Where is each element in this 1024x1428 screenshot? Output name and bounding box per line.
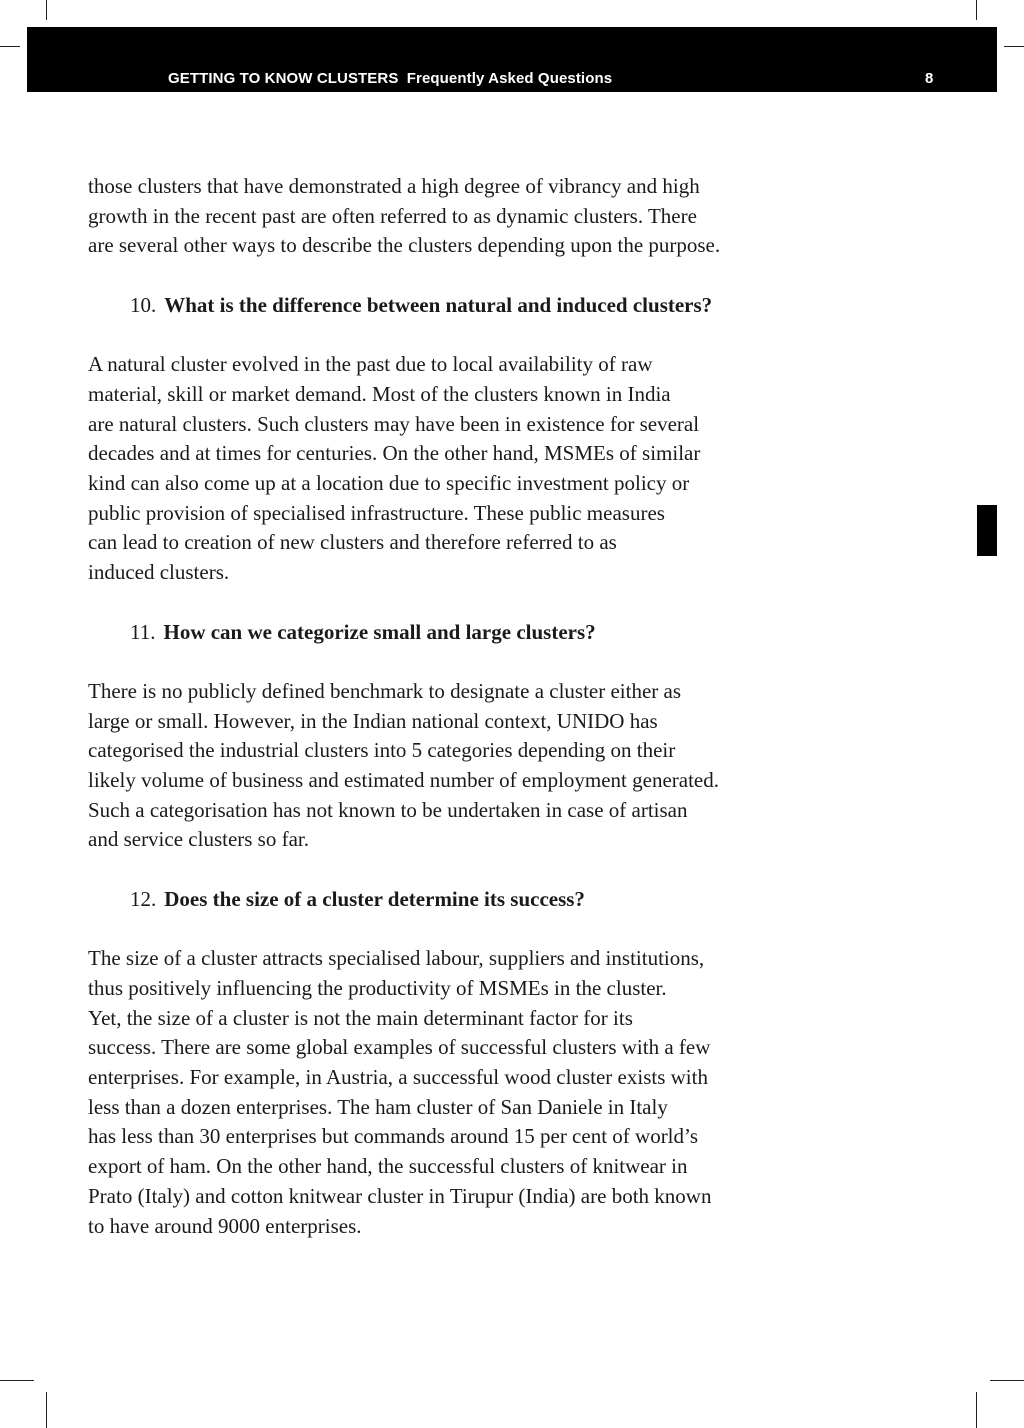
text-line: those clusters that have demonstrated a high degree of vibrancy and high	[88, 174, 700, 198]
question-text: What is the difference between natural and induced clusters?	[164, 292, 713, 317]
text-line: kind can also come up at a location due to specific investment policy or	[88, 471, 690, 495]
text-line: There is no publicly defined benchmark to designate a cluster either as	[88, 678, 682, 703]
text-line: decades and at times for centuries. On the other hand, MSMEs of similar	[88, 441, 701, 466]
question-number: 12.	[130, 886, 157, 911]
text-line: can lead to creation of new clusters and therefore referred to as	[88, 530, 617, 555]
text-line: likely volume of business and estimated number of employment generated.	[88, 768, 720, 792]
text-line: and service clusters so far.	[88, 827, 310, 852]
question-heading	[88, 885, 818, 915]
text-line: A natural cluster evolved in the past due to local availability of raw	[88, 352, 653, 377]
text-line: enterprises. For example, in Austria, a successful wood cluster exists with	[88, 1065, 708, 1089]
text-line: categorised the industrial clusters into 5 categories depending on their	[88, 738, 676, 763]
thumb-tab-marker	[977, 505, 997, 556]
intro-paragraph	[88, 172, 818, 261]
text-line: public provision of specialised infrastructure. These public measures	[88, 500, 665, 525]
running-header	[168, 70, 612, 87]
text-line: growth in the recent past are often referred to as dynamic clusters. There	[88, 203, 697, 228]
question-heading	[88, 291, 818, 321]
text-line: are several other ways to describe the clusters depending upon the purpose.	[88, 233, 721, 258]
text-line: Prato (Italy) and cotton knitwear cluster in Tirupur (India) are both known	[88, 1183, 712, 1208]
header-subtitle: Frequently Asked Questions	[406, 70, 613, 87]
text-line: The size of a cluster attracts specialised labour, suppliers and institutions,	[88, 946, 705, 971]
page-number: 8	[925, 70, 934, 87]
text-line: has less than 30 enterprises but commands around 15 per cent of world’s	[88, 1124, 699, 1149]
crop-mark-bottom-right-vertical	[976, 1392, 977, 1428]
text-line: large or small. However, in the Indian national context, UNIDO has	[88, 708, 658, 733]
text-line: thus positively influencing the productivity of MSMEs in the cluster.	[88, 975, 667, 1000]
question-number: 10.	[130, 292, 157, 317]
text-line: induced clusters.	[88, 560, 230, 585]
question-number: 11.	[130, 619, 156, 644]
question-heading	[88, 618, 818, 648]
text-line: are natural clusters. Such clusters may have been in existence for several	[88, 411, 700, 436]
page-body	[88, 172, 818, 1241]
text-line: export of ham. On the other hand, the successful clusters of knitwear in	[88, 1154, 688, 1179]
answer-paragraph	[88, 350, 818, 588]
text-line: Yet, the size of a cluster is not the main determinant factor for its	[88, 1005, 633, 1030]
crop-mark-bottom-left-vertical	[46, 1392, 47, 1428]
question-text: How can we categorize small and large clusters?	[163, 619, 596, 644]
crop-mark-top-right-horizontal	[1004, 46, 1024, 47]
question-text: Does the size of a cluster determine its success?	[164, 886, 585, 911]
crop-mark-top-right-vertical	[976, 0, 977, 20]
text-line: success. There are some global examples of successful clusters with a few	[88, 1035, 711, 1060]
answer-paragraph	[88, 677, 818, 855]
header-title: GETTING TO KNOW CLUSTERS	[168, 70, 399, 87]
text-line: less than a dozen enterprises. The ham cluster of San Daniele in Italy	[88, 1094, 668, 1119]
answer-paragraph	[88, 944, 818, 1241]
crop-mark-bottom-right-horizontal	[990, 1380, 1024, 1381]
text-line: material, skill or market demand. Most of the clusters known in India	[88, 381, 671, 406]
crop-mark-top-left-horizontal	[0, 46, 20, 47]
crop-mark-bottom-left-horizontal	[0, 1380, 34, 1381]
text-line: to have around 9000 enterprises.	[88, 1213, 362, 1238]
text-line: Such a categorisation has not known to be undertaken in case of artisan	[88, 797, 688, 822]
crop-mark-top-left-vertical	[46, 0, 47, 20]
